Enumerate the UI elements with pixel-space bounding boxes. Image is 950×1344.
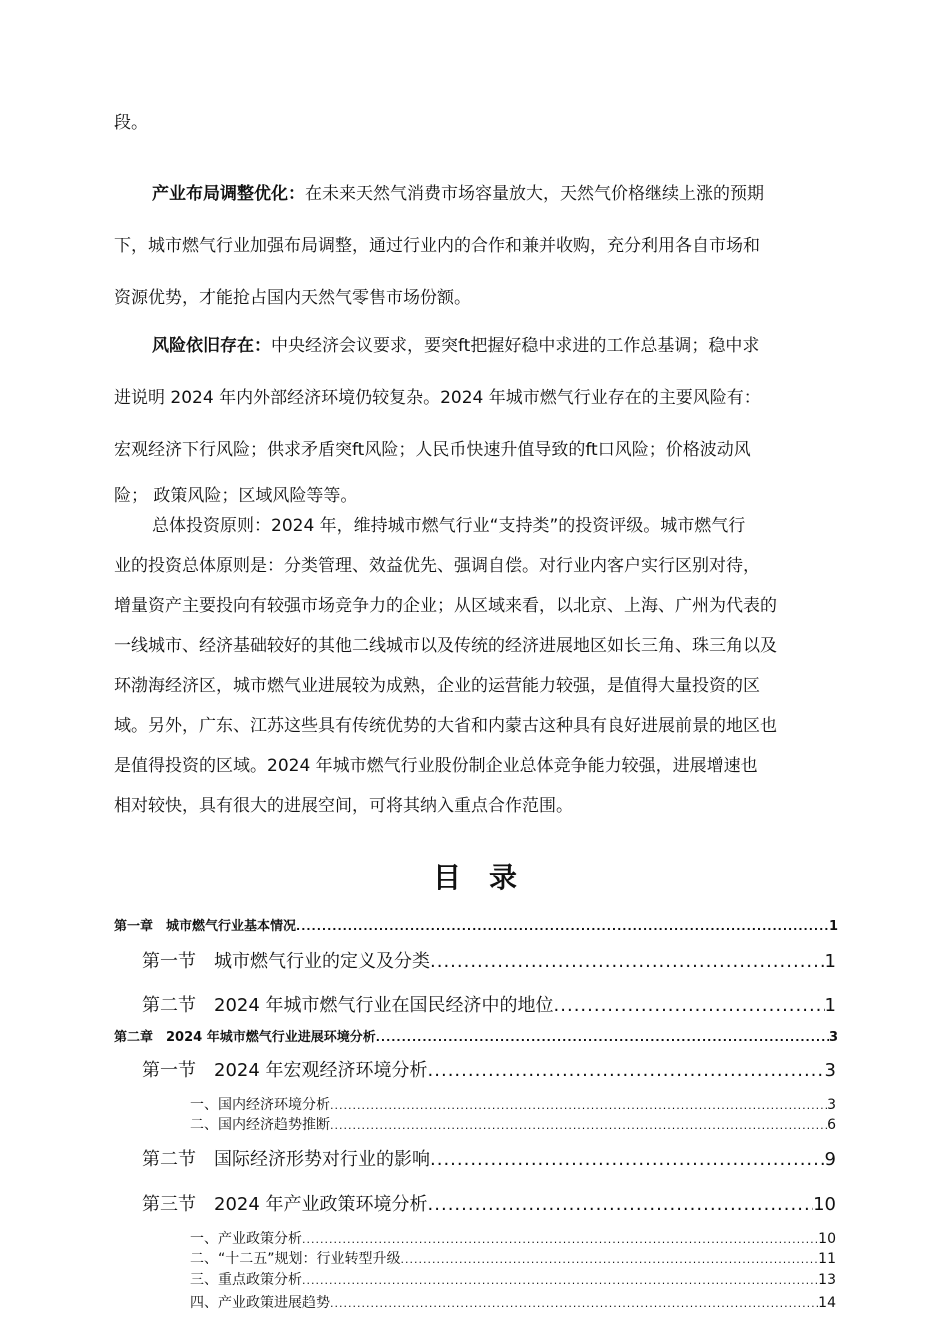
toc-page-number: 9 [824,1149,836,1170]
toc-entry-title: 第一节 2024 年宏观经济环境分析 [142,1060,428,1081]
toc-page-number: 13 [818,1272,836,1288]
text-line: 域。另外，广东、江苏这些具有传统优势的大省和内蒙古这种具有良好进展前景的地区也 [114,716,777,736]
text-line: 下，城市燃气行业加强布局调整，通过行业内的合作和兼并收购，充分利用各自市场和 [114,236,760,256]
toc-leader [330,1297,818,1310]
text-line: 一线城市、经济基础较好的其他二线城市以及传统的经济进展地区如长三角、珠三角以及 [114,636,777,656]
toc-entry[interactable] [114,1026,838,1045]
toc-page-number: 1 [828,919,838,934]
text-line: 中央经济会议要求，要突ft把握好稳中求进的工作总基调；稳中求 [271,336,760,356]
paragraph-heading: 风险依旧存在： [152,336,271,356]
paragraph-layout-optimization [114,168,839,324]
toc-page-number: 14 [818,1295,836,1311]
toc-entry[interactable] [142,1056,836,1082]
toc-entry-title: 二、“十二五”规划：行业转型升级 [190,1251,401,1267]
toc-entry-title: 第一节 城市燃气行业的定义及分类 [142,951,430,972]
toc-entry-title: 二、国内经济趋势推断 [190,1117,330,1133]
toc-title: 目录 [432,861,545,894]
toc-entry[interactable] [114,915,838,934]
text-line: 环渤海经济区，城市燃气业进展较为成熟，企业的运营能力较强，是值得大量投资的区 [114,676,760,696]
toc-entry-title: 第二节 2024 年城市燃气行业在国民经济中的地位 [142,995,554,1016]
toc-entry[interactable] [190,1094,836,1114]
text-line: 是值得投资的区域。2024 年城市燃气行业股份制企业总体竞争能力较强，进展增速也 [114,756,758,776]
toc-leader [330,1119,827,1132]
toc-leader [428,1194,814,1215]
toc-page-number: 1 [824,995,836,1016]
toc-page-number: 10 [813,1194,836,1215]
toc-entry-title: 第三节 2024 年产业政策环境分析 [142,1194,428,1215]
toc-leader [302,1233,818,1246]
paragraph-risk [114,320,839,516]
text-line: 段。 [114,113,148,133]
text-line: 总体投资原则：2024 年，维持城市燃气行业“支持类”的投资评级。城市燃气行 [152,516,746,536]
text-line: 进说明 2024 年内外部经济环境仍较复杂。2024 年城市燃气行业存在的主要风险有： [114,388,761,408]
toc-entry-title: 第一章 城市燃气行业基本情况 [114,919,297,934]
toc-page-number: 1 [824,951,836,972]
toc-leader [430,1149,825,1170]
text-line: 增量资产主要投向有较强市场竞争力的企业；从区域来看，以北京、上海、广州为代表的 [114,596,777,616]
text-line: 在未来天然气消费市场容量放大，天然气价格继续上涨的预期 [305,184,764,204]
text-line: 资源优势，才能抢占国内天然气零售市场份额。 [114,288,471,308]
toc-leader [302,1274,818,1287]
toc-entry[interactable] [190,1228,836,1248]
toc-entry[interactable] [190,1114,836,1134]
toc-leader [401,1253,819,1266]
toc-entry[interactable] [142,947,836,973]
toc-leader [428,1060,825,1081]
text-line: 相对较快，具有很大的进展空间，可将其纳入重点合作范围。 [114,796,573,816]
toc-entry-title: 四、产业政策进展趋势 [190,1295,330,1311]
toc-page-number: 3 [828,1030,838,1045]
text-line: 险； 政策风险；区域风险等等。 [114,486,358,506]
toc-entry[interactable] [190,1292,836,1312]
toc-page-number: 10 [818,1231,836,1247]
text-line: 业的投资总体原则是：分类管理、效益优先、强调自偿。对行业内客户实行区别对待， [114,556,760,576]
toc-entry[interactable] [142,1145,836,1171]
toc-entry-title: 一、产业政策分析 [190,1231,302,1247]
toc-page-number: 3 [827,1097,836,1113]
toc-page-number: 3 [824,1060,836,1081]
paragraph-heading: 产业布局调整优化： [152,184,305,204]
toc-entry-title: 第二章 2024 年城市燃气行业进展环境分析 [114,1030,376,1045]
toc-entry[interactable] [190,1248,836,1268]
paragraph-fragment [114,106,839,140]
paragraph-investment-principle [114,506,839,826]
toc-entry[interactable] [142,991,836,1017]
text-line: 宏观经济下行风险；供求矛盾突ft风险；人民币快速升值导致的ft口风险；价格波动风 [114,440,751,460]
toc-leader [296,920,829,933]
toc-leader [330,1099,827,1112]
toc-entry-title: 三、重点政策分析 [190,1272,302,1288]
toc-entry[interactable] [190,1269,836,1289]
toc-page-number: 6 [827,1117,836,1133]
toc-leader [376,1031,829,1044]
toc-page-number: 11 [818,1251,836,1267]
toc-entry-title: 一、国内经济环境分析 [190,1097,330,1113]
toc-entry[interactable] [142,1190,836,1216]
toc-leader [430,951,825,972]
toc-leader [554,995,825,1016]
toc-entry-title: 第二节 国际经济形势对行业的影响 [142,1149,430,1170]
